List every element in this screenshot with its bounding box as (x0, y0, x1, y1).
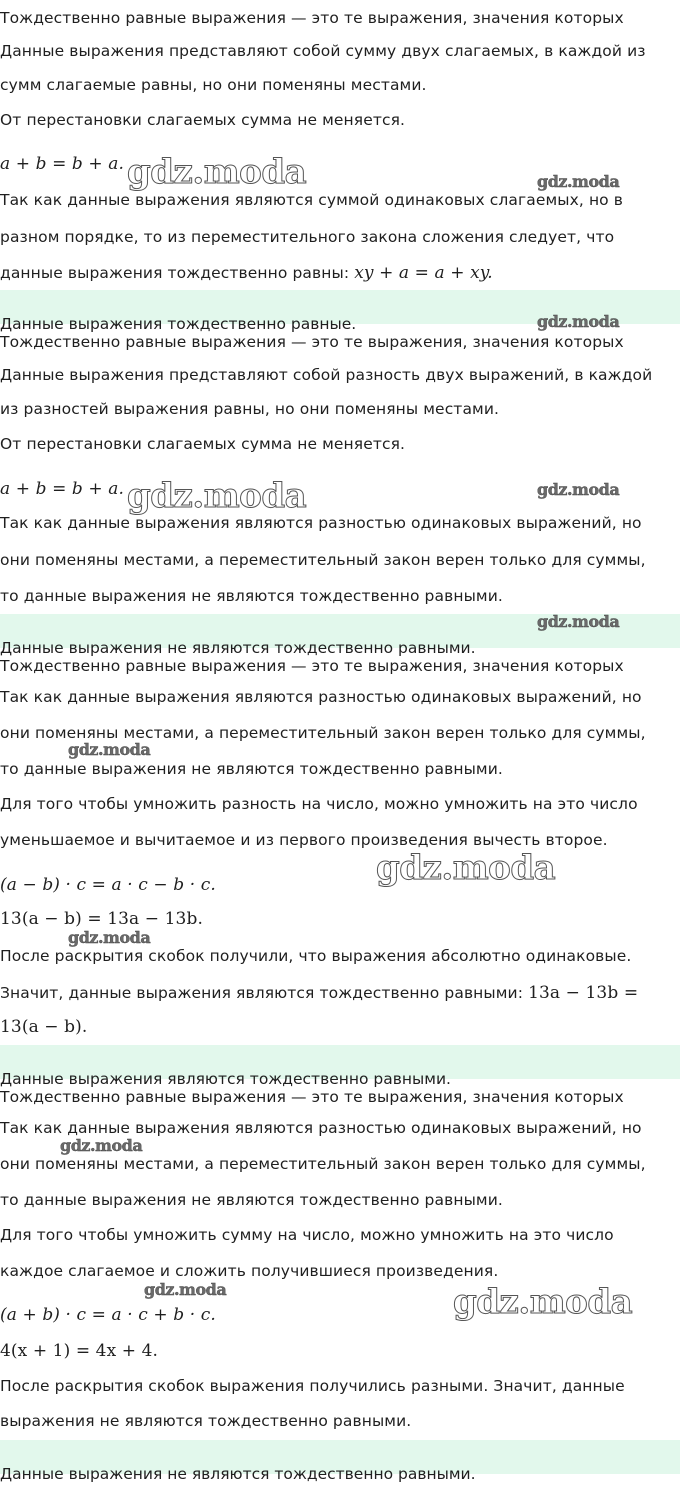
text-line: они поменяны местами, а переместительный закон верен только для суммы, (0, 724, 646, 742)
text-line: Данные выражения представляют собой сумму двух слагаемых, в каждой из (0, 42, 646, 60)
watermark: gdz.moda (537, 612, 620, 631)
text-line: Тождественно равные выражения — это те выражения, значения которых (0, 1088, 624, 1106)
formula: a + b = b + a. (0, 154, 124, 174)
text-line (0, 262, 493, 284)
text-line: От перестановки слагаемых сумма не меняется. (0, 435, 406, 453)
text-line: разном порядке, то из переместительного закона сложения следует, что (0, 228, 615, 246)
watermark: gdz.moda (376, 848, 556, 888)
formula: 4(x + 1) = 4x + 4. (0, 1341, 159, 1361)
watermark: gdz.moda (453, 1282, 633, 1322)
formula: (a − b) · c = a · c − b · c. (0, 875, 216, 895)
text-line (0, 982, 638, 1004)
text-line: Тождественно равные выражения — это те выражения, значения которых (0, 333, 624, 351)
text-line: Тождественно равные выражения — это те выражения, значения которых (0, 9, 624, 27)
text-line: После раскрытия скобок получили, что выражения абсолютно одинаковые. (0, 947, 632, 965)
text-line: из разностей выражения равны, но они поменяны местами. (0, 400, 500, 418)
text-line: сумм слагаемые равны, но они поменяны местами. (0, 76, 427, 94)
watermark: gdz.moda (537, 172, 620, 191)
answer-text: Данные выражения не являются тождественно равными. (0, 1464, 476, 1483)
watermark: gdz.moda (60, 1136, 143, 1155)
text-line: Тождественно равные выражения — это те выражения, значения которых (0, 657, 624, 675)
formula: 13a − 13b = (528, 983, 639, 1003)
formula: xy + a = a + xy. (354, 263, 493, 283)
answer-text: Данные выражения тождественно равные. (0, 314, 357, 333)
text-fragment: данные выражения тождественно равны: (0, 264, 350, 282)
text-line: то данные выражения не являются тождественно равными. (0, 1191, 503, 1209)
text-fragment: Значит, данные выражения являются тождественно равными: (0, 984, 524, 1002)
watermark: gdz.moda (144, 1280, 227, 1299)
text-line: уменьшаемое и вычитаемое и из первого произведения вычесть второе. (0, 831, 608, 849)
text-line: Так как данные выражения являются разностью одинаковых выражений, но (0, 514, 642, 532)
text-line: они поменяны местами, а переместительный закон верен только для суммы, (0, 1155, 646, 1173)
text-line: После раскрытия скобок выражения получились разными. Значит, данные (0, 1377, 625, 1395)
watermark: gdz.moda (127, 476, 307, 516)
watermark: gdz.moda (68, 928, 151, 947)
formula: 13(a − b). (0, 1017, 88, 1037)
formula: (a + b) · c = a · c + b · c. (0, 1305, 216, 1325)
text-line: Так как данные выражения являются суммой одинаковых слагаемых, но в (0, 191, 624, 209)
text-line: Для того чтобы умножить сумму на число, можно умножить на это число (0, 1226, 614, 1244)
formula: 13(a − b) = 13a − 13b. (0, 909, 203, 929)
text-line: каждое слагаемое и сложить получившиеся произведения. (0, 1262, 499, 1280)
answer-text: Данные выражения являются тождественно равными. (0, 1069, 451, 1088)
text-line: Данные выражения представляют собой разность двух выражений, в каждой (0, 366, 653, 384)
text-line: Для того чтобы умножить разность на число, можно умножить на это число (0, 795, 638, 813)
text-line: Так как данные выражения являются разностью одинаковых выражений, но (0, 1119, 642, 1137)
formula: a + b = b + a. (0, 479, 124, 499)
text-line: Так как данные выражения являются разностью одинаковых выражений, но (0, 688, 642, 706)
text-line: то данные выражения не являются тождественно равными. (0, 587, 503, 605)
answer-text: Данные выражения не являются тождественно равными. (0, 638, 476, 657)
text-line: выражения не являются тождественно равными. (0, 1412, 412, 1430)
text-line: От перестановки слагаемых сумма не меняется. (0, 111, 406, 129)
text-line: то данные выражения не являются тождественно равными. (0, 760, 503, 778)
watermark: gdz.moda (537, 312, 620, 331)
watermark: gdz.moda (68, 740, 151, 759)
watermark: gdz.moda (537, 480, 620, 499)
watermark: gdz.moda (127, 152, 307, 192)
text-line: они поменяны местами, а переместительный закон верен только для суммы, (0, 551, 646, 569)
